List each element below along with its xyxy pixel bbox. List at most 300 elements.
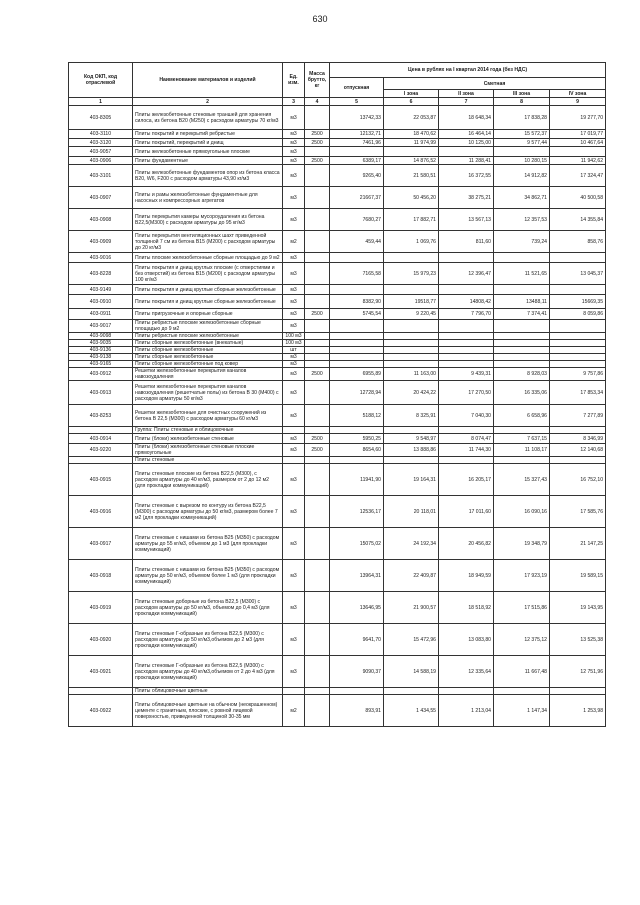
row-unit: 100 м3 (283, 340, 305, 347)
row-name: Плиты стеновые плоские из бетона В22,5 (М300), с расходом арматуры до 40 кг/м3, размером от 2 до 12 м2 (для прокладки коммуникаций) (133, 464, 283, 496)
row-zone-1-price: 17 882,71 (384, 209, 439, 231)
page-number: 630 (312, 14, 328, 24)
row-zone-2-price (439, 361, 494, 368)
row-zone-3-price: 11 521,65 (494, 263, 550, 285)
row-mass (305, 560, 330, 592)
row-zone-4-price: 13 045,37 (550, 263, 606, 285)
row-zone-1-price (384, 333, 439, 340)
row-code: 403-0921 (69, 656, 133, 688)
table-row (69, 354, 606, 361)
row-zone-2-price: 18 518,92 (439, 592, 494, 624)
row-zone-2-price: 18 949,59 (439, 560, 494, 592)
row-zone-3-price: 14 912,82 (494, 165, 550, 187)
row-price (330, 354, 384, 361)
row-price: 13742,33 (330, 106, 384, 130)
row-name: Плиты покрытий и перекрытий ребристые (133, 130, 283, 139)
table-row (69, 464, 606, 496)
row-price: 8654,60 (330, 444, 384, 457)
header-code: Код ОКП, код отраслевой (69, 63, 133, 98)
row-zone-3-price: 17 923,19 (494, 560, 550, 592)
row-zone-4-price: 8 059,86 (550, 309, 606, 320)
row-zone-3-price (494, 253, 550, 263)
row-zone-1-price (384, 347, 439, 354)
row-zone-4-price: 8 346,99 (550, 434, 606, 444)
row-unit: м3 (283, 157, 305, 165)
row-name: Плиты сборные железобетонные (внекатные) (133, 340, 283, 347)
row-unit: м3 (283, 361, 305, 368)
row-zone-1-price: 11 163,00 (384, 368, 439, 381)
row-zone-4-price: 19 277,70 (550, 106, 606, 130)
row-mass: 2500 (305, 434, 330, 444)
row-name: Плиты железобетонные фундаментов опор из бетона класса В20, W6, F200 с расходом арматуры 43,90 кг/м3 (133, 165, 283, 187)
row-zone-1-price (384, 285, 439, 295)
row-unit: м3 (283, 139, 305, 147)
row-name: Плиты ребристые плоские железобетонные сборные площадью до 9 м2 (133, 320, 283, 333)
header-zone-4: IV зона (550, 90, 606, 98)
row-name: Плиты стеновые с нишами из бетона В25 (М350) с расходом арматуры до 50 кг/м3, объемом более 1 м3 (для прокладки коммуникаций) (133, 560, 283, 592)
row-price (330, 320, 384, 333)
row-mass (305, 263, 330, 285)
row-zone-2-price: 16 372,55 (439, 165, 494, 187)
table-row (69, 209, 606, 231)
row-zone-1-price: 11 974,99 (384, 139, 439, 147)
row-name: Плиты стеновые с нишами из бетона В25 (М350) с расходом арматуры до 55 кг/м3, объемом до 1 м3 (для прокладки коммуникаций) (133, 528, 283, 560)
row-zone-3-price: 34 862,71 (494, 187, 550, 209)
table-row (69, 368, 606, 381)
table-row (69, 457, 606, 464)
table-row (69, 434, 606, 444)
header-zone-1: I зона (384, 90, 439, 98)
row-zone-3-price: 16 335,06 (494, 381, 550, 405)
row-code: 403-9035 (69, 340, 133, 347)
row-mass (305, 695, 330, 727)
row-unit: м3 (283, 106, 305, 130)
table-row (69, 253, 606, 263)
row-zone-4-price: 12 751,96 (550, 656, 606, 688)
row-zone-3-price (494, 285, 550, 295)
row-zone-4-price: 17 853,34 (550, 381, 606, 405)
row-price (330, 333, 384, 340)
row-zone-4-price (550, 320, 606, 333)
row-name: Плиты стеновые (133, 457, 283, 464)
row-mass (305, 381, 330, 405)
row-code: 403-0911 (69, 309, 133, 320)
row-zone-2-price: 7 040,30 (439, 405, 494, 427)
row-zone-1-price: 19 164,31 (384, 464, 439, 496)
row-price: 12536,17 (330, 496, 384, 528)
row-zone-4-price: 11 942,62 (550, 157, 606, 165)
row-price (330, 347, 384, 354)
row-price: 15075,02 (330, 528, 384, 560)
row-code: 403-9017 (69, 320, 133, 333)
row-zone-3-price: 739,24 (494, 231, 550, 253)
row-mass: 2500 (305, 368, 330, 381)
row-unit (283, 457, 305, 464)
row-zone-4-price (550, 340, 606, 347)
row-zone-1-price: 21 900,57 (384, 592, 439, 624)
row-code: 403-0922 (69, 695, 133, 727)
table-row (69, 320, 606, 333)
row-zone-1-price: 20 424,22 (384, 381, 439, 405)
row-mass (305, 209, 330, 231)
table-row (69, 688, 606, 695)
row-mass: 2500 (305, 157, 330, 165)
row-price: 8382,90 (330, 295, 384, 309)
row-unit: м3 (283, 656, 305, 688)
row-unit: м3 (283, 560, 305, 592)
row-name: Решетки железобетонные перекрытия каналов навозоудаления (решетчатые полы) из бетона В 30 (М400) с расходом арматуры 50 кг/м3 (133, 381, 283, 405)
row-unit: 100 м3 (283, 333, 305, 340)
row-zone-3-price: 11 667,48 (494, 656, 550, 688)
row-zone-2-price (439, 147, 494, 157)
row-zone-2-price (439, 320, 494, 333)
row-code: 403-9138 (69, 354, 133, 361)
row-zone-3-price: 7 637,15 (494, 434, 550, 444)
row-zone-4-price: 14 355,84 (550, 209, 606, 231)
row-price: 7680,27 (330, 209, 384, 231)
row-code: 403-0908 (69, 209, 133, 231)
column-number: 1 (69, 98, 133, 106)
row-zone-4-price: 7 277,89 (550, 405, 606, 427)
row-mass: 2500 (305, 130, 330, 139)
row-unit: м3 (283, 434, 305, 444)
table-row (69, 106, 606, 130)
row-code: 403-9136 (69, 347, 133, 354)
row-zone-1-price (384, 147, 439, 157)
row-zone-3-price: 6 658,96 (494, 405, 550, 427)
row-zone-4-price: 19 143,95 (550, 592, 606, 624)
row-zone-1-price: 21 580,51 (384, 165, 439, 187)
row-zone-4-price (550, 688, 606, 695)
table-row (69, 139, 606, 147)
row-mass (305, 333, 330, 340)
row-code: 403-0912 (69, 368, 133, 381)
row-name: Плиты перекрытия вентиляционных шахт приведенной толщиной 7 см из бетона В15 (М200) с расходом арматуры до 20 кг/м3 (133, 231, 283, 253)
row-zone-4-price (550, 253, 606, 263)
row-mass (305, 361, 330, 368)
row-zone-3-price (494, 688, 550, 695)
row-zone-2-price: 8 074,47 (439, 434, 494, 444)
row-name: Плиты стеновые доборные из бетона В22,5 (М300) с расходом арматуры до 50 кг/м3, объемом до 0,4 м3 (для прокладки коммуникаций) (133, 592, 283, 624)
row-name: Плиты сборные железобетонные (133, 347, 283, 354)
row-mass (305, 656, 330, 688)
row-zone-4-price (550, 354, 606, 361)
row-zone-1-price: 1 434,55 (384, 695, 439, 727)
row-name: Плиты железобетонные стеновые траншей для хранения силоса, из бетона В20 (М250) с расходом арматуры 70 кг/м3 (133, 106, 283, 130)
row-mass (305, 320, 330, 333)
table-row (69, 165, 606, 187)
row-zone-3-price: 13488,11 (494, 295, 550, 309)
row-unit: м3 (283, 165, 305, 187)
row-name: Плиты стеновые Г-образные из бетона В22,5 (М300) с расходом арматуры до 50 кг/м3,объемом до 2 м3 (для прокладки коммуникаций) (133, 624, 283, 656)
row-price (330, 253, 384, 263)
row-mass (305, 592, 330, 624)
row-code: 403-9016 (69, 253, 133, 263)
row-unit: м3 (283, 624, 305, 656)
header-zone-3: III зона (494, 90, 550, 98)
table-row (69, 285, 606, 295)
row-zone-2-price (439, 354, 494, 361)
row-unit: м3 (283, 496, 305, 528)
row-code: 403-8228 (69, 263, 133, 285)
table-row (69, 656, 606, 688)
header-release: отпускная (330, 78, 384, 98)
header-mass: Масса брутто, кг (305, 63, 330, 98)
row-code: 403-0916 (69, 496, 133, 528)
column-number: 6 (384, 98, 439, 106)
row-zone-3-price (494, 347, 550, 354)
row-zone-4-price: 19 589,15 (550, 560, 606, 592)
row-code: 403-0915 (69, 464, 133, 496)
row-code (69, 427, 133, 434)
row-mass (305, 187, 330, 209)
table-row (69, 695, 606, 727)
row-name: Плиты покрытий, перекрытий и днищ (133, 139, 283, 147)
row-unit: м3 (283, 130, 305, 139)
row-zone-3-price (494, 354, 550, 361)
row-price: 21667,37 (330, 187, 384, 209)
row-zone-3-price: 17 515,86 (494, 592, 550, 624)
row-mass (305, 253, 330, 263)
row-zone-1-price (384, 361, 439, 368)
row-unit: м3 (283, 354, 305, 361)
row-unit: м3 (283, 464, 305, 496)
row-code: 403-0909 (69, 231, 133, 253)
row-code: 403-9149 (69, 285, 133, 295)
row-zone-1-price: 1 069,76 (384, 231, 439, 253)
row-zone-3-price: 16 090,16 (494, 496, 550, 528)
row-zone-4-price: 15669,35 (550, 295, 606, 309)
row-unit: м3 (283, 381, 305, 405)
row-name: Плиты стеновые Г-образные из бетона В22,5 (М300) с расходом арматуры до 40 кг/м3,объемом от 2 до 4 м3 (для прокладки коммуникаций) (133, 656, 283, 688)
row-name: Решетки железобетонные перекрытия каналов навозоудаления (133, 368, 283, 381)
row-zone-2-price: 13 083,80 (439, 624, 494, 656)
row-price: 6955,89 (330, 368, 384, 381)
row-zone-4-price: 1 253,98 (550, 695, 606, 727)
table-body (69, 106, 606, 727)
row-zone-3-price: 7 374,41 (494, 309, 550, 320)
row-price: 12132,71 (330, 130, 384, 139)
row-zone-1-price: 50 456,20 (384, 187, 439, 209)
row-name: Плиты (блоки) железобетонные стеновые (133, 434, 283, 444)
row-mass (305, 231, 330, 253)
row-name: Плиты фундаментные (133, 157, 283, 165)
row-name: Плиты перекрытия камеры мусороудаления из бетона В22,5(М300) с расходом арматуры до 95 кг/м3 (133, 209, 283, 231)
row-mass (305, 464, 330, 496)
row-mass (305, 688, 330, 695)
table-row (69, 157, 606, 165)
row-zone-1-price: 14 876,52 (384, 157, 439, 165)
row-name: Плиты ребристые плоские железобетонные (133, 333, 283, 340)
row-zone-3-price (494, 457, 550, 464)
row-price: 11941,90 (330, 464, 384, 496)
row-name: Группа: Плиты стеновые и облицовочные (133, 427, 283, 434)
row-mass (305, 354, 330, 361)
header-unit: Ед. изм. (283, 63, 305, 98)
row-zone-4-price: 12 140,68 (550, 444, 606, 457)
row-code: 403-0918 (69, 560, 133, 592)
row-zone-3-price: 1 147,34 (494, 695, 550, 727)
row-code: 403-9220 (69, 444, 133, 457)
row-unit: м2 (283, 231, 305, 253)
row-price: 459,44 (330, 231, 384, 253)
table-row (69, 263, 606, 285)
row-price: 7165,58 (330, 263, 384, 285)
row-unit: м3 (283, 309, 305, 320)
row-code: 403-9057 (69, 147, 133, 157)
row-zone-1-price (384, 457, 439, 464)
row-unit (283, 688, 305, 695)
row-unit: шт (283, 347, 305, 354)
column-number: 3 (283, 98, 305, 106)
row-zone-1-price: 18 470,62 (384, 130, 439, 139)
table-row (69, 405, 606, 427)
row-zone-4-price: 13 525,38 (550, 624, 606, 656)
row-zone-4-price: 10 467,64 (550, 139, 606, 147)
row-zone-2-price: 10 125,00 (439, 139, 494, 147)
row-unit: м3 (283, 263, 305, 285)
row-zone-2-price: 14808,42 (439, 295, 494, 309)
row-zone-3-price (494, 333, 550, 340)
column-number: 5 (330, 98, 384, 106)
header-price-title: Цена в рублях на I квартал 2014 года (без НДС) (330, 63, 606, 78)
row-zone-3-price: 10 280,15 (494, 157, 550, 165)
row-price: 9090,37 (330, 656, 384, 688)
row-zone-3-price (494, 147, 550, 157)
table-row (69, 295, 606, 309)
row-code: 403-0917 (69, 528, 133, 560)
row-zone-1-price: 15 472,96 (384, 624, 439, 656)
row-zone-3-price (494, 361, 550, 368)
table-row (69, 528, 606, 560)
row-zone-2-price: 11 288,41 (439, 157, 494, 165)
row-price (330, 361, 384, 368)
table-row (69, 147, 606, 157)
table-row (69, 333, 606, 340)
row-mass (305, 147, 330, 157)
row-zone-2-price: 13 567,13 (439, 209, 494, 231)
row-unit: м3 (283, 295, 305, 309)
row-zone-1-price: 15 979,23 (384, 263, 439, 285)
row-zone-1-price (384, 427, 439, 434)
row-mass (305, 624, 330, 656)
row-price: 5745,54 (330, 309, 384, 320)
row-code: 403-8253 (69, 405, 133, 427)
row-price (330, 147, 384, 157)
table-row (69, 340, 606, 347)
row-unit: м3 (283, 285, 305, 295)
row-zone-3-price: 17 838,28 (494, 106, 550, 130)
row-zone-1-price: 22 053,87 (384, 106, 439, 130)
row-zone-1-price: 8 325,91 (384, 405, 439, 427)
row-name: Плиты облицовочные цветные на обычном (неокрашенном) цементе с гранитным, плоские, с ровной лицевой поверхностью, приведенной толщиной 30-35 мм (133, 695, 283, 727)
row-code: 403-0919 (69, 592, 133, 624)
row-zone-2-price (439, 347, 494, 354)
row-name: Плиты пригрузочные и опорные сборные (133, 309, 283, 320)
row-unit: м3 (283, 444, 305, 457)
row-zone-4-price: 17 019,77 (550, 130, 606, 139)
row-price: 12728,94 (330, 381, 384, 405)
row-mass (305, 340, 330, 347)
row-price (330, 457, 384, 464)
row-zone-4-price: 9 757,86 (550, 368, 606, 381)
row-name: Плиты облицовочные цветные (133, 688, 283, 695)
row-code (69, 457, 133, 464)
row-price (330, 688, 384, 695)
row-zone-3-price: 15 572,37 (494, 130, 550, 139)
table-row (69, 624, 606, 656)
price-table (68, 62, 606, 727)
row-code: 403-3120 (69, 139, 133, 147)
row-price (330, 285, 384, 295)
row-price: 7461,96 (330, 139, 384, 147)
row-zone-4-price: 17 585,76 (550, 496, 606, 528)
row-code: 403-0907 (69, 187, 133, 209)
column-number: 2 (133, 98, 283, 106)
column-numbers-row (69, 98, 606, 106)
header-zone-2: II зона (439, 90, 494, 98)
row-zone-2-price: 17 270,50 (439, 381, 494, 405)
row-zone-4-price (550, 285, 606, 295)
table-row (69, 130, 606, 139)
row-zone-2-price: 11 744,30 (439, 444, 494, 457)
row-zone-4-price (550, 333, 606, 340)
row-mass: 2500 (305, 139, 330, 147)
row-code: 403-8305 (69, 106, 133, 130)
row-name: Плиты сборные железобетонные под ковер (133, 361, 283, 368)
row-zone-1-price: 9 220,45 (384, 309, 439, 320)
row-mass (305, 457, 330, 464)
table-row (69, 592, 606, 624)
row-price: 9265,40 (330, 165, 384, 187)
row-code (69, 688, 133, 695)
row-unit: м2 (283, 695, 305, 727)
row-code: 403-0913 (69, 381, 133, 405)
row-zone-2-price (439, 285, 494, 295)
row-zone-3-price: 8 928,03 (494, 368, 550, 381)
row-zone-1-price: 19518,77 (384, 295, 439, 309)
row-name: Плиты стеновые с вырезом по контуру из бетона В22,5 (М300) с расходом арматуры до 50 кг/м3, размером более 7 м2 (для прокладки коммуникаций) (133, 496, 283, 528)
row-zone-1-price: 20 118,01 (384, 496, 439, 528)
row-name: Плиты железобетонные прямоугольные плоские (133, 147, 283, 157)
row-zone-1-price: 13 888,86 (384, 444, 439, 457)
row-mass (305, 285, 330, 295)
row-zone-2-price (439, 457, 494, 464)
table-row (69, 231, 606, 253)
row-zone-2-price: 17 011,60 (439, 496, 494, 528)
row-zone-4-price (550, 457, 606, 464)
header-estimate: Сметная (384, 78, 606, 90)
row-price: 5188,12 (330, 405, 384, 427)
row-zone-2-price (439, 333, 494, 340)
row-zone-2-price (439, 340, 494, 347)
row-name: Плиты покрытия и днищ круглых плоские (с отверстиями и без отверстий) из бетона В15 (М200) с расходом арматуры 100 кг/м3 (133, 263, 283, 285)
row-zone-2-price: 811,60 (439, 231, 494, 253)
row-zone-2-price: 16 205,17 (439, 464, 494, 496)
row-price: 6389,17 (330, 157, 384, 165)
table-row (69, 361, 606, 368)
row-price: 893,91 (330, 695, 384, 727)
row-zone-4-price: 16 752,10 (550, 464, 606, 496)
row-unit: м3 (283, 253, 305, 263)
row-mass (305, 528, 330, 560)
row-code: 403-9165 (69, 361, 133, 368)
row-zone-1-price: 24 192,34 (384, 528, 439, 560)
row-zone-3-price: 15 327,43 (494, 464, 550, 496)
row-unit: м3 (283, 592, 305, 624)
row-zone-1-price: 9 548,97 (384, 434, 439, 444)
row-zone-2-price: 1 213,04 (439, 695, 494, 727)
